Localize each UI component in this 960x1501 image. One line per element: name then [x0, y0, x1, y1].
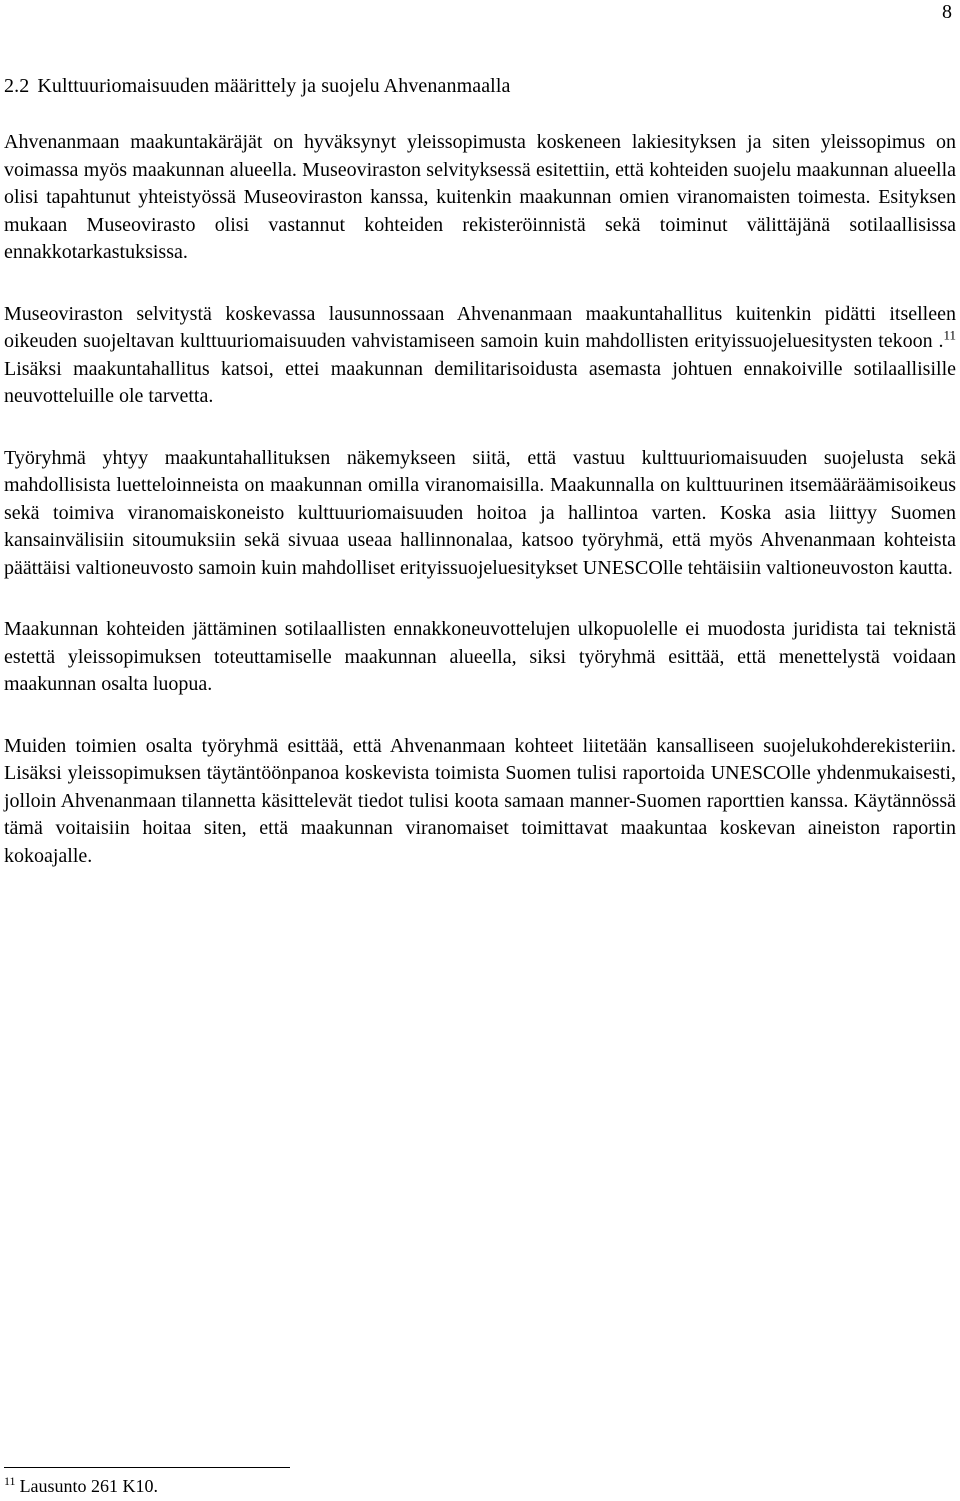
footnote	[4, 1474, 158, 1498]
paragraph-2-text-before: Museoviraston selvitystä koskevassa lausunnossaan Ahvenanmaan maakuntahallitus kuitenkin pidätti itselleen oikeuden suojeltavan kulttuuriomaisuuden vahvistamiseen samoin kuin mahdollisten erityissuojeluesitysten tekoon .	[4, 302, 956, 352]
section-title: Kulttuuriomaisuuden määrittely ja suojelu Ahvenanmaalla	[37, 75, 511, 97]
footnote-marker: 11	[4, 1474, 16, 1488]
page-number: 8	[942, 1, 952, 23]
footnote-divider	[4, 1467, 290, 1468]
paragraph-3: Työryhmä yhtyy maakuntahallituksen näkemykseen siitä, että vastuu kulttuuriomaisuuden suojelusta sekä mahdollisista luetteloinneista on maakunnan omilla viranomaisilla. Maakunnalla on kulttuurinen itsemääräämisoikeus sekä toimiva viranomaiskoneisto kulttuuriomaisuuden hoitoa ja hallintoa varten. Koska asia liittyy Suomen kansainvälisiin sitoumuksiin sekä sivuaa useaa hallinnonalaa, katsoo työryhmä, että myös Ahvenanmaan kohteista päättäisi valtioneuvosto samoin kuin mahdolliset erityissuojeluesitykset UNESCOlle tehtäisiin valtioneuvoston kautta.	[4, 446, 956, 579]
footnote-reference[interactable]: 11	[943, 327, 956, 343]
paragraph-2	[4, 301, 956, 411]
body-text	[4, 129, 956, 904]
section-heading	[4, 74, 510, 98]
paragraph-4: Maakunnan kohteiden jättäminen sotilaallisten ennakkoneuvottelujen ulkopuolelle ei muodosta juridista tai teknistä estettä yleissopimuksen toteuttamiselle maakunnan alueella, siksi työryhmä esittää, että menettelystä voidaan maakunnan osalta luopua.	[4, 618, 956, 695]
paragraph-1: Ahvenanmaan maakuntakäräjät on hyväksynyt yleissopimusta koskeneen lakiesityksen ja siten yleissopimus on voimassa myös maakunnan alueella. Museoviraston selvityksessä esitettiin, että kohteiden suojelu maakunnan alueella olisi tapahtunut yhteistyössä Museoviraston kanssa, kuitenkin maakunnan omien viranomaisten toimesta. Esityksen mukaan Museovirasto olisi vastannut kohteiden rekisteröinnistä sekä toiminut välittäjänä sotilaallisissa ennakkotarkastuksissa.	[4, 131, 956, 263]
paragraph-2-text-after: Lisäksi maakuntahallitus katsoi, ettei maakunnan demilitarisoidusta asemasta johtuen ennakoiville sotilaallisille neuvotteluille ole tarvetta.	[4, 357, 956, 407]
section-number: 2.2	[4, 75, 30, 97]
paragraph-5: Muiden toimien osalta työryhmä esittää, että Ahvenanmaan kohteet liitetään kansalliseen suojelukohderekisteriin. Lisäksi yleissopimuksen täytäntöönpanoa koskevista toimista Suomen tulisi raportoida UNESCOlle yhdenmukaisesti, jolloin Ahvenanmaan tilannetta käsittelevät tiedot tulisi koota samaan manner-Suomen raporttien kanssa. Käytännössä tämä voitaisiin hoitaa siten, että maakunnan viranomaiset toimittavat maakuntaa koskevan aineiston raportin kokoajalle.	[4, 734, 956, 867]
footnote-text: Lausunto 261 K10.	[19, 1476, 159, 1496]
